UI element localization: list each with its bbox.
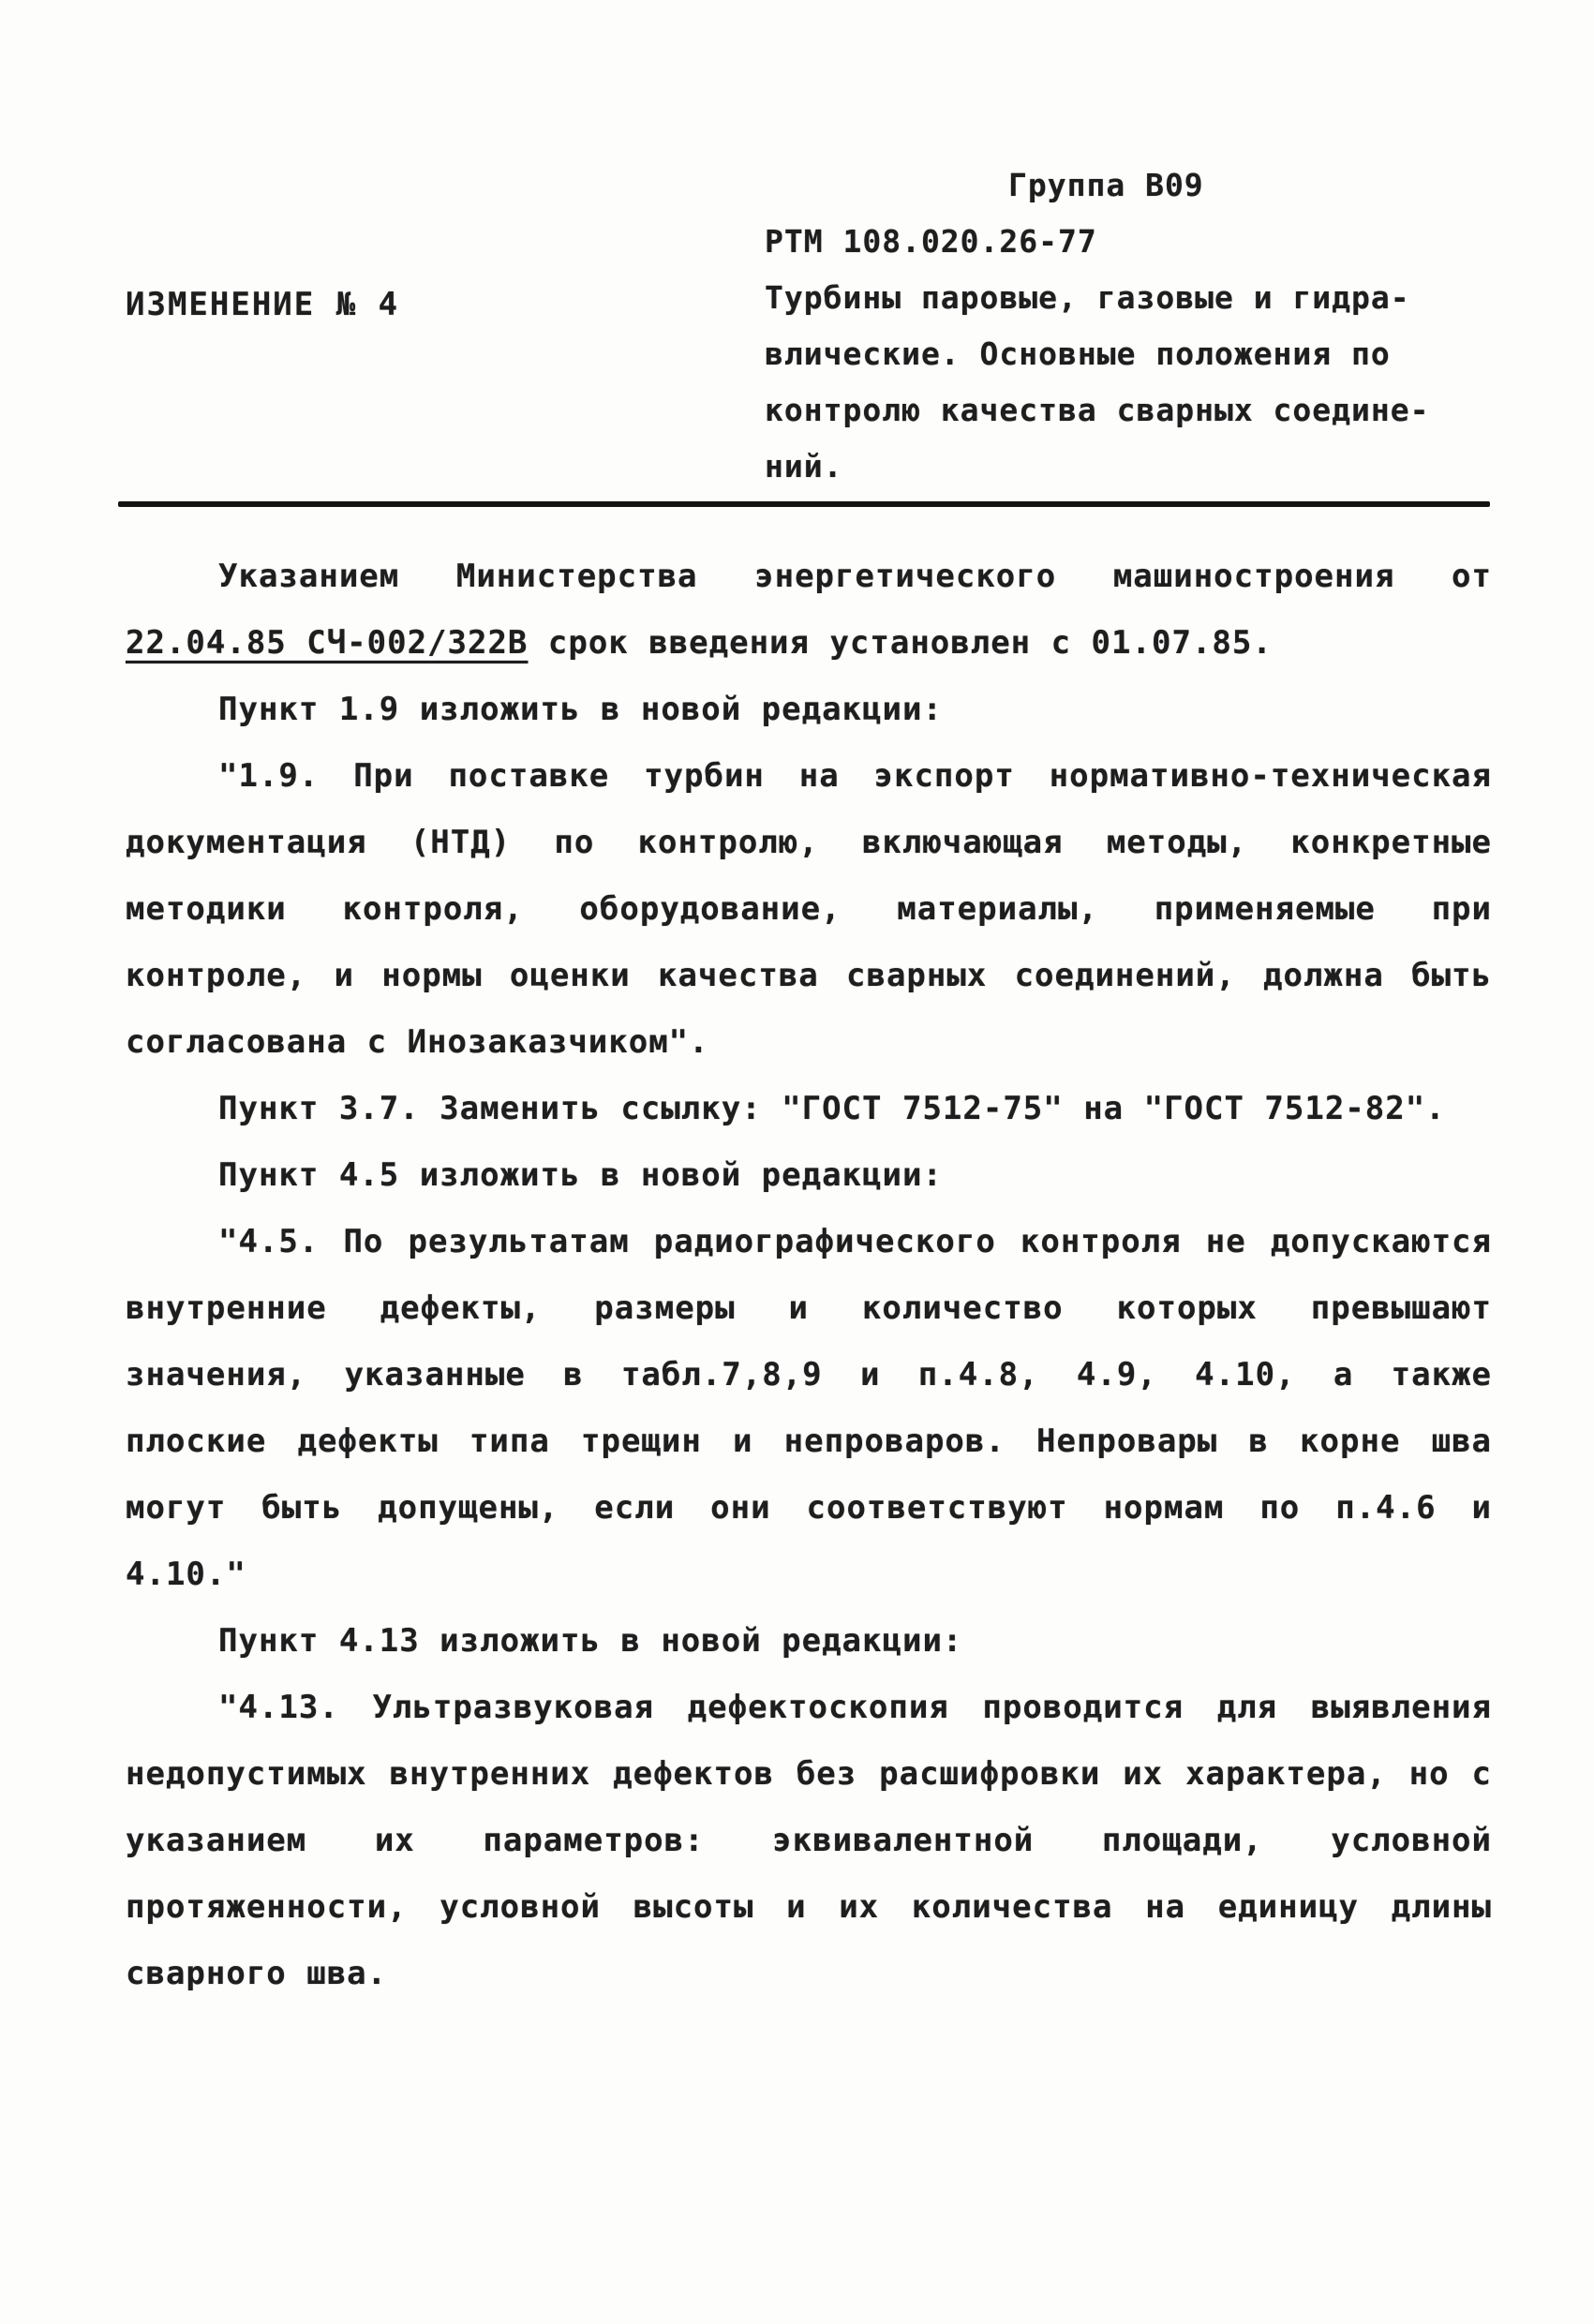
- doc-number: РТМ 108.020.26-77: [765, 223, 1097, 260]
- intro-paragraph: [126, 544, 1492, 677]
- doc-title-line: контролю качества сварных соедине-: [765, 392, 1430, 428]
- doc-title-line: влические. Основные положения по: [765, 335, 1391, 372]
- paragraph-point-3-7: Пункт 3.7. Заменить ссылку: "ГОСТ 7512-75" на "ГОСТ 7512-82".: [218, 1090, 1446, 1127]
- doc-title: [765, 270, 1505, 495]
- paragraph-point-4-13-heading: Пункт 4.13 изложить в новой редакции:: [218, 1622, 963, 1660]
- doc-title-line: Турбины паровые, газовые и гидра-: [765, 279, 1410, 316]
- paragraph-point-4-13-text: "4.13. Ультразвуковая дефектоскопия проводится для выявления недопустимых внутренних дефектов без расшифровки их характера, но с указанием их параметров: эквивалентной площади, условной протяженности, условной высоты и их количества на единицу длины сварного шва.: [126, 1689, 1492, 1992]
- intro-text-before: Указанием Министерства энергетического машиностроения от: [218, 558, 1492, 595]
- paragraph-point-1-9-text: "1.9. При поставке турбин на экспорт нормативно-техническая документация (НТД) по контролю, включающая методы, конкретные методики контроля, оборудование, материалы, применяемые при контроле, и нормы оценки качества сварных соединений, должна быть согласована с Инозаказчиком".: [126, 757, 1492, 1061]
- document-header: [765, 157, 1505, 495]
- group-label: Группа В09: [1008, 167, 1204, 203]
- amendment-label: ИЗМЕНЕНИЕ № 4: [126, 286, 400, 323]
- paragraph-point-1-9-heading: Пункт 1.9 изложить в новой редакции:: [218, 691, 943, 728]
- paragraph-point-4-5-text: "4.5. По результатам радиографического контроля не допускаются внутренние дефекты, размеры и количество которых превышают значения, указанные в табл.7,8,9 и п.4.8, 4.9, 4.10, а также плоские дефекты типа трещин и непроваров. Непровары в корне шва могут быть допущены, если они соответствуют нормам по п.4.6 и 4.10.": [126, 1223, 1492, 1593]
- paragraph-point-4-5-heading: Пункт 4.5 изложить в новой редакции:: [218, 1156, 943, 1194]
- document-body: [126, 544, 1492, 2007]
- doc-title-line: ний.: [765, 448, 843, 484]
- intro-text-after: срок введения установлен с 01.07.85.: [528, 624, 1273, 662]
- divider-rule: [118, 501, 1490, 507]
- underlined-order-reference: 22.04.85 СЧ-002/322В: [126, 624, 529, 662]
